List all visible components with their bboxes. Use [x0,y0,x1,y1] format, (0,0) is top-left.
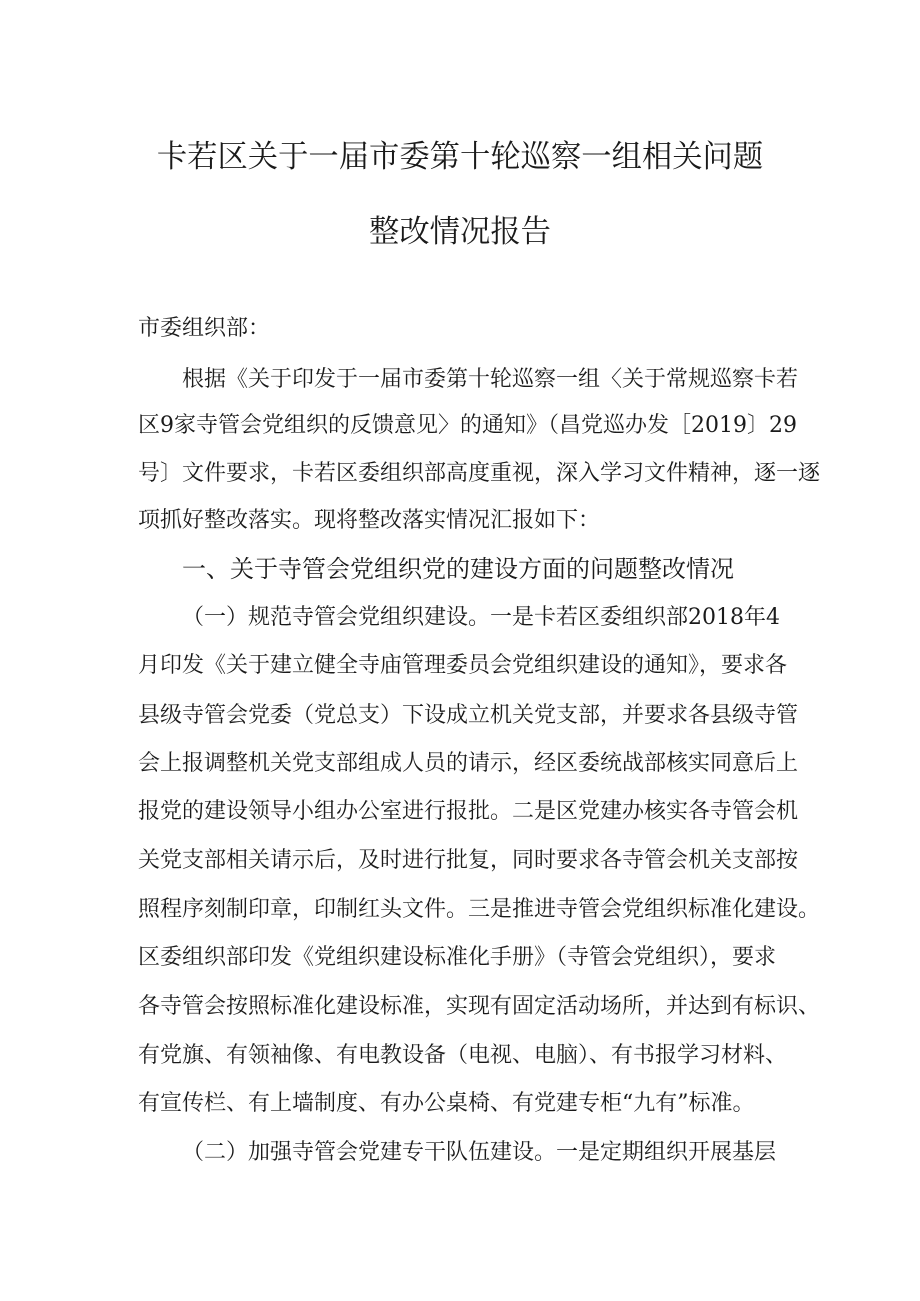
para1-line-3: 县级寺管会党委（党总支）下设成立机关党支部，并要求各县级寺管 [138,703,799,728]
para1-line-9: 各寺管会按照标准化建设标准，实现有固定活动场所，并达到有标识、 [138,994,821,1019]
para1-line-10: 有党旗、有领袖像、有电教设备（电视、电脑）、有书报学习材料、 [138,1043,788,1068]
salutation: 市委组织部： [138,316,271,341]
intro-line-2: 区9家寺管会党组织的反馈意见〉的通知》（昌党巡办发［2019〕29 [138,413,797,438]
document-title-line-2: 整改情况报告 [369,214,551,250]
para1-line-7: 照程序刻制印章，印制红头文件。三是推进寺管会党组织标准化建设。 [138,897,821,922]
intro-line-4: 项抓好整改落实。现将整改落实情况汇报如下： [138,508,601,533]
para1-line-1: （一）规范寺管会党组织建设。一是卡若区委组织部2018年4 [182,605,780,630]
section-1-heading: 一、关于寺管会党组织党的建设方面的问题整改情况 [182,555,734,583]
intro-line-1: 根据《关于印发于一届市委第十轮巡察一组〈关于常规巡察卡若 [182,367,799,392]
para1-line-11: 有宣传栏、有上墙制度、有办公桌椅、有党建专柜“九有”标准。 [138,1091,755,1116]
para1-line-8: 区委组织部印发《党组织建设标准化手册》（寺管会党组织），要求 [138,945,777,970]
para1-line-6: 关党支部相关请示后，及时进行批复，同时要求各寺管会机关支部按 [138,848,799,873]
para1-line-5: 报党的建设领导小组办公室进行报批。二是区党建办核实各寺管会机 [138,799,799,824]
intro-line-3: 号〕文件要求，卡若区委组织部高度重视，深入学习文件精神，逐一逐 [138,461,821,486]
para1-line-2: 月印发《关于建立健全寺庙管理委员会党组织建设的通知》，要求各 [138,653,788,678]
para1-line-4: 会上报调整机关党支部组成人员的请示，经区委统战部核实同意后上 [138,751,799,776]
document-title-line-1: 卡若区关于一届市委第十轮巡察一组相关问题 [156,139,764,175]
para2-line-1: （二）加强寺管会党建专干队伍建设。一是定期组织开展基层 [182,1140,777,1165]
